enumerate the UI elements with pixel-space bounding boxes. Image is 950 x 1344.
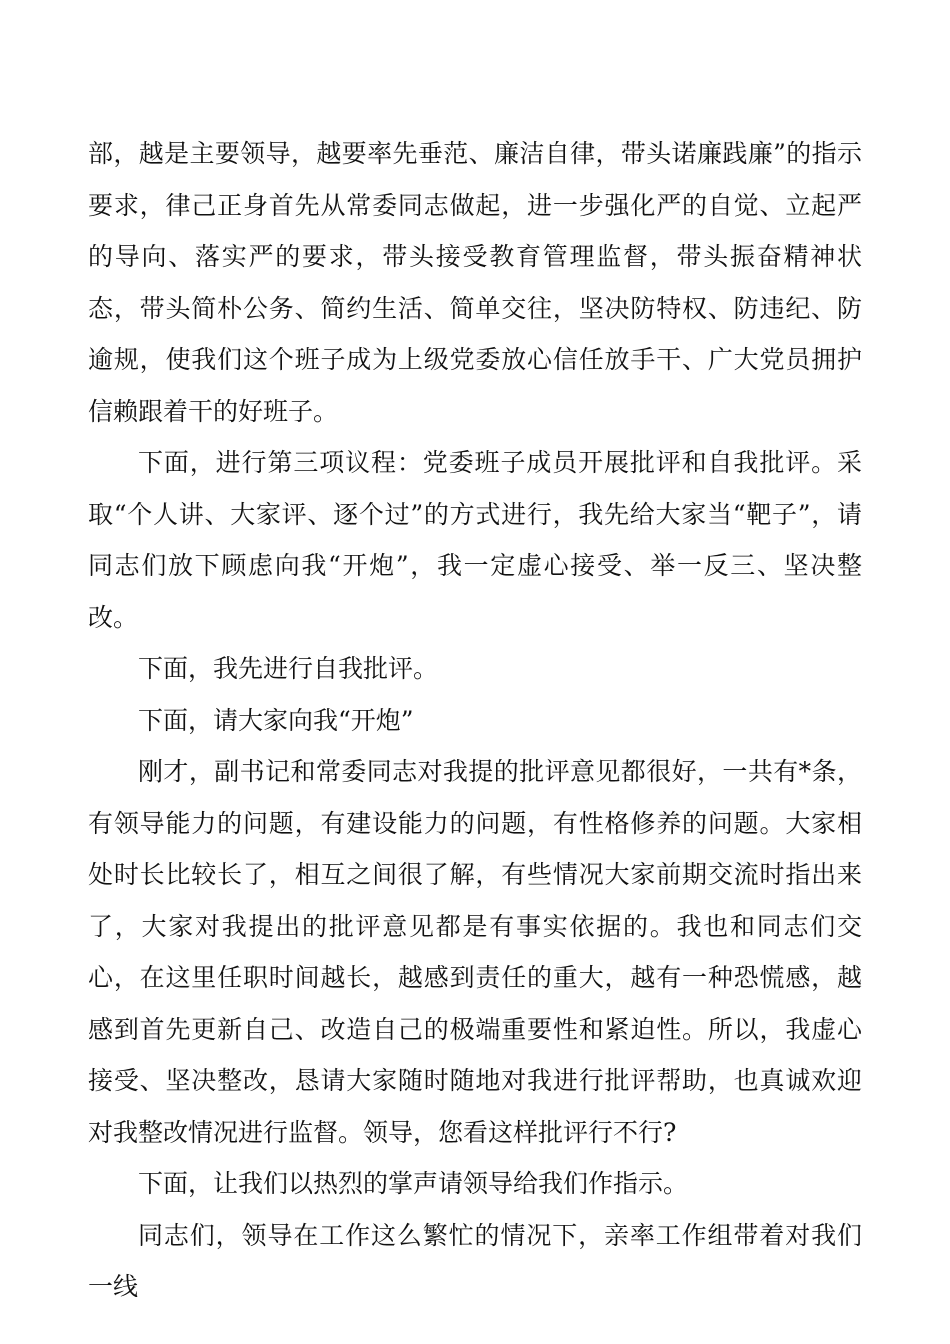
paragraph-1: 部，越是主要领导，越要率先垂范、廉洁自律，带头诺廉践廉”的指示要求，律己正身首先从常委同志做起，进一步强化严的自觉、立起严的导向、落实严的要求，带头接受教育管理监督，带头振奋精神状态，带头简朴公务、简约生活、简单交往，坚决防特权、防违纪、防逾规，使我们这个班子成为上级党委放心信任放手干、广大党员拥护信赖跟着干的好班子。: [88, 139, 862, 426]
paragraph-3: 下面，我先进行自我批评。: [138, 654, 439, 683]
paragraph-4: 下面，请大家向我“开炮”: [138, 705, 414, 735]
paragraph-2: 下面，进行第三项议程：党委班子成员开展批评和自我批评。采取“个人讲、大家评、逐个过”的方式进行，我先给大家当“靶子”，请同志们放下顾虑向我“开炮”，我一定虚心接受、举一反三、坚决整改。: [88, 448, 862, 632]
paragraph-5: 刚才，副书记和常委同志对我提的批评意见都很好，一共有*条，有领导能力的问题，有建设能力的问题，有性格修养的问题。大家相处时长比较长了，相互之间很了解，有些情况大家前期交流时指出来了，大家对我提出的批评意见都是有事实依据的。我也和同志们交心，在这里任职时间越长，越感到责任的重大，越有一种恐慌感，越感到首先更新自己、改造自己的极端重要性和紧迫性。所以，我虚心接受、坚决整改，恳请大家随时随地对我进行批评帮助，也真诚欢迎对我整改情况进行监督。领导，您看这样批评行不行?: [88, 757, 862, 1147]
document-page: [88, 128, 862, 1313]
paragraph-7: 同志们，领导在工作这么繁忙的情况下，亲率工作组带着对我们一线: [88, 1220, 862, 1301]
paragraph-6: 下面，让我们以热烈的掌声请领导给我们作指示。: [138, 1169, 689, 1198]
